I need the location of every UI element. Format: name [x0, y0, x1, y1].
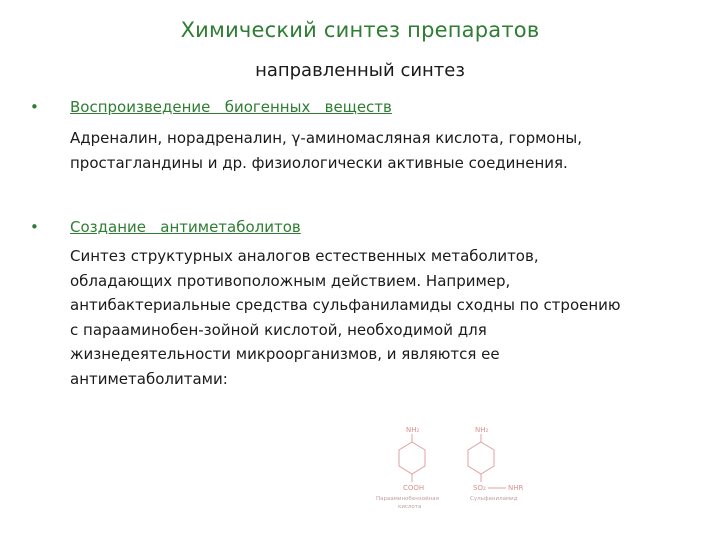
section-heading-biogenic: Воспроизведение биогенных веществ: [70, 98, 392, 116]
bullet-2: •: [30, 218, 39, 236]
section-heading-antimetabolites: Создание антиметаболитов: [70, 218, 301, 236]
right-top-group: NH₂: [475, 426, 489, 434]
text-line: антиметаболитами:: [70, 369, 228, 388]
structural-formulas-figure: [368, 420, 538, 520]
left-caption-line-1: Парааминобензойная: [376, 496, 439, 502]
right-side-group: NHR: [508, 484, 524, 492]
text-line: антибактериальные средства сульфаниламиды сходны по строению: [70, 296, 621, 314]
bullet-1: •: [30, 98, 39, 116]
slide-subtitle: направленный синтез: [255, 60, 465, 81]
text-line: Синтез структурных аналогов естественных метаболитов,: [70, 247, 539, 265]
benzene-ring-right: [468, 442, 494, 474]
section-text-biogenic: [70, 126, 582, 175]
text-line: Адреналин, норадреналин, γ-аминомасляная кислота, гормоны,: [70, 129, 583, 147]
text-line: простагландины и др. физиологически активные соединения.: [70, 153, 568, 172]
right-bottom-group: SO₂: [473, 484, 486, 492]
text-line: обладающих противоположным действием. Например,: [70, 271, 511, 290]
text-line: с парааминобен-зойной кислотой, необходимой для: [70, 320, 487, 339]
benzene-ring-left: [399, 442, 425, 474]
left-top-group: NH₂: [406, 426, 420, 434]
left-bottom-group: COOH: [403, 484, 425, 492]
slide-title: Химический синтез препаратов: [180, 18, 540, 42]
right-caption: Сульфаниламид: [470, 496, 518, 502]
text-line: жизнедеятельности микроорганизмов, и являются ее: [70, 345, 500, 363]
left-caption-line-2: кислота: [398, 504, 422, 510]
section-text-antimetabolites: [70, 244, 621, 391]
